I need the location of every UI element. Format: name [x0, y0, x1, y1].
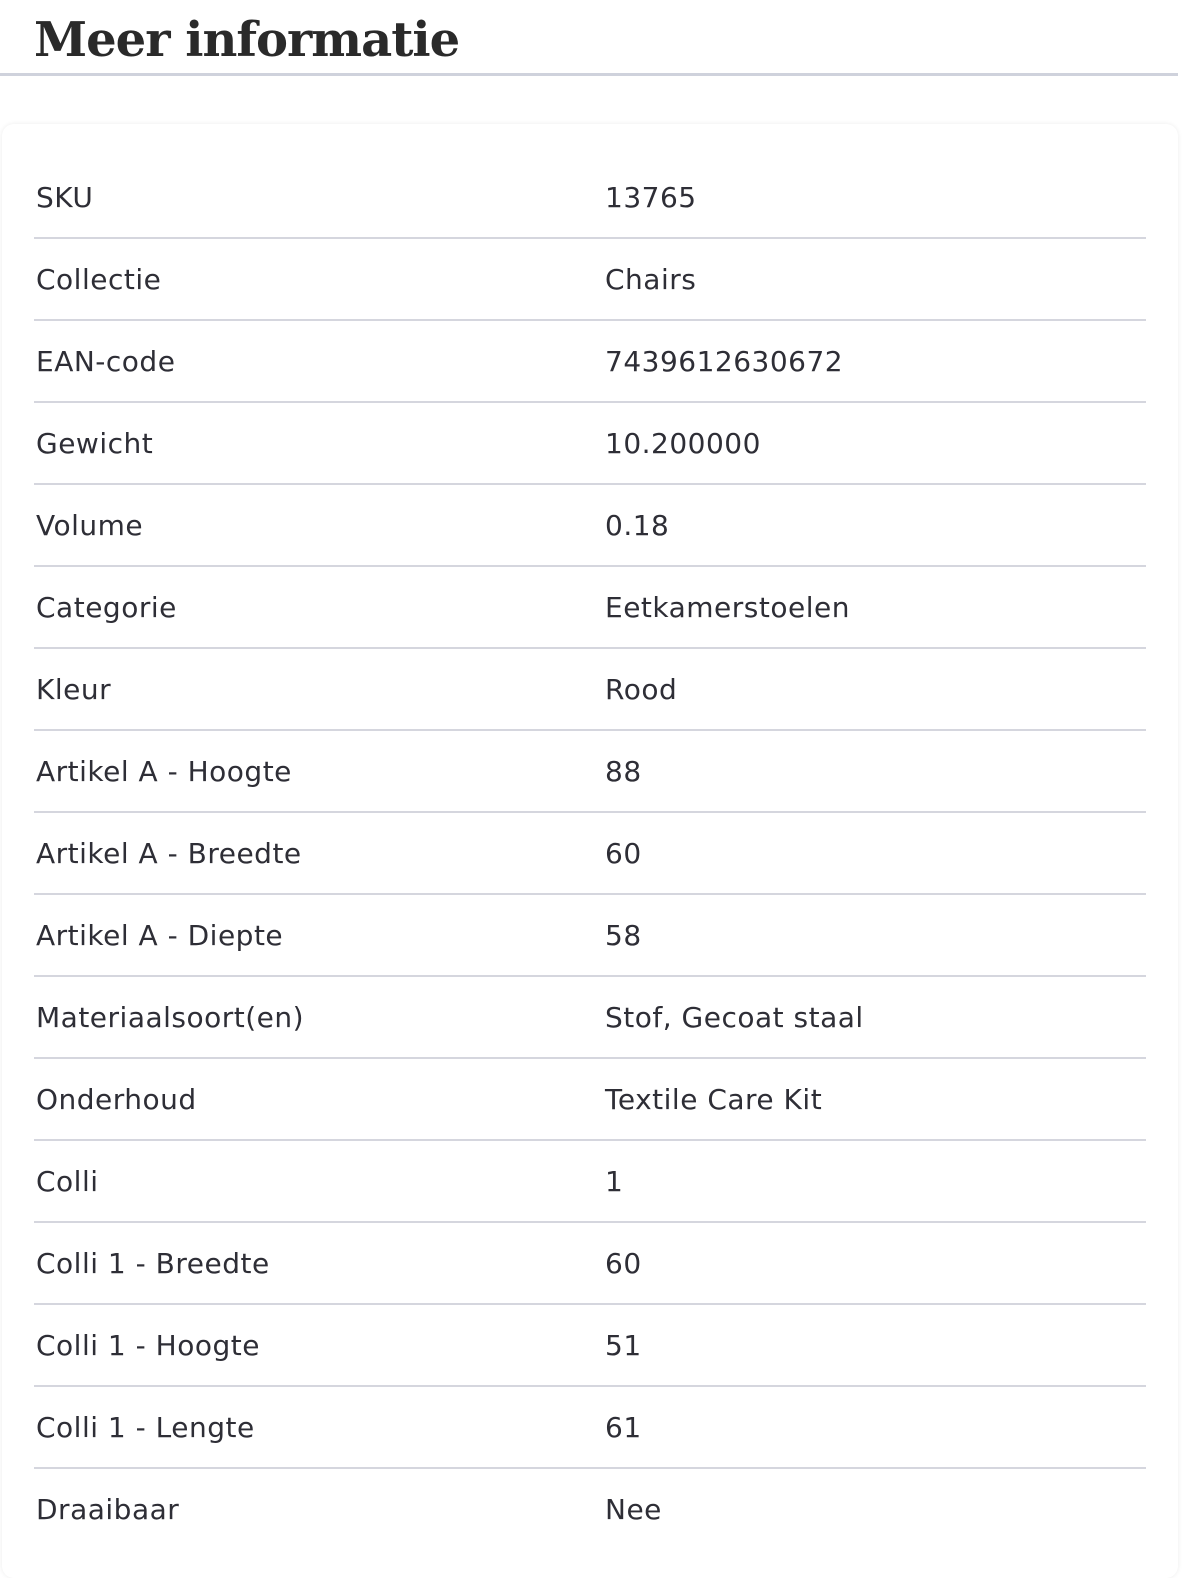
spec-row-categorie — [34, 567, 1146, 649]
spec-label: EAN-code — [36, 344, 176, 378]
spec-label: Colli — [36, 1164, 99, 1198]
spec-label: Onderhoud — [36, 1082, 197, 1116]
spec-row-ean-code — [34, 321, 1146, 403]
spec-label: Colli 1 - Hoogte — [36, 1328, 260, 1362]
spec-value: Eetkamerstoelen — [605, 590, 850, 624]
spec-value: 1 — [605, 1164, 624, 1198]
spec-value: 0.18 — [605, 508, 670, 542]
spec-label: Categorie — [36, 590, 177, 624]
spec-label: Artikel A - Breedte — [36, 836, 302, 870]
spec-value: Stof, Gecoat staal — [605, 1000, 864, 1034]
spec-row-onderhoud — [34, 1059, 1146, 1141]
spec-value: 7439612630672 — [605, 344, 844, 378]
spec-row-colli-breedte — [34, 1223, 1146, 1305]
spec-row-draaibaar — [34, 1469, 1146, 1549]
product-spec-table — [34, 157, 1146, 1549]
spec-label: Gewicht — [36, 426, 154, 460]
spec-row-sku — [34, 157, 1146, 239]
spec-label: Artikel A - Diepte — [36, 918, 284, 952]
spec-label: Materiaalsoort(en) — [36, 1000, 305, 1034]
spec-label: Colli 1 - Breedte — [36, 1246, 270, 1280]
spec-value: 10.200000 — [605, 426, 761, 460]
spec-row-kleur — [34, 649, 1146, 731]
spec-label: Artikel A - Hoogte — [36, 754, 292, 788]
spec-label: Draaibaar — [36, 1492, 180, 1526]
spec-value: 61 — [605, 1410, 642, 1444]
spec-value: 13765 — [605, 180, 697, 214]
spec-value: Textile Care Kit — [605, 1082, 823, 1116]
spec-row-artikel-breedte — [34, 813, 1146, 895]
spec-row-collectie — [34, 239, 1146, 321]
spec-row-materiaalsoorten — [34, 977, 1146, 1059]
spec-label: Volume — [36, 508, 144, 542]
product-info-card — [2, 124, 1178, 1578]
spec-row-colli-lengte — [34, 1387, 1146, 1469]
spec-label: SKU — [36, 180, 94, 214]
spec-row-colli-hoogte — [34, 1305, 1146, 1387]
spec-label: Collectie — [36, 262, 162, 296]
spec-row-gewicht — [34, 403, 1146, 485]
spec-label: Kleur — [36, 672, 112, 706]
spec-value: 60 — [605, 836, 642, 870]
spec-row-colli — [34, 1141, 1146, 1223]
spec-value: 51 — [605, 1328, 642, 1362]
section-title: Meer informatie — [34, 12, 460, 68]
section-header — [0, 0, 1178, 76]
spec-value: Rood — [605, 672, 678, 706]
spec-value: Chairs — [605, 262, 697, 296]
spec-label: Colli 1 - Lengte — [36, 1410, 255, 1444]
spec-value: 88 — [605, 754, 642, 788]
spec-row-artikel-hoogte — [34, 731, 1146, 813]
spec-value: 60 — [605, 1246, 642, 1280]
spec-value: 58 — [605, 918, 642, 952]
spec-value: Nee — [605, 1492, 662, 1526]
spec-row-volume — [34, 485, 1146, 567]
spec-row-artikel-diepte — [34, 895, 1146, 977]
